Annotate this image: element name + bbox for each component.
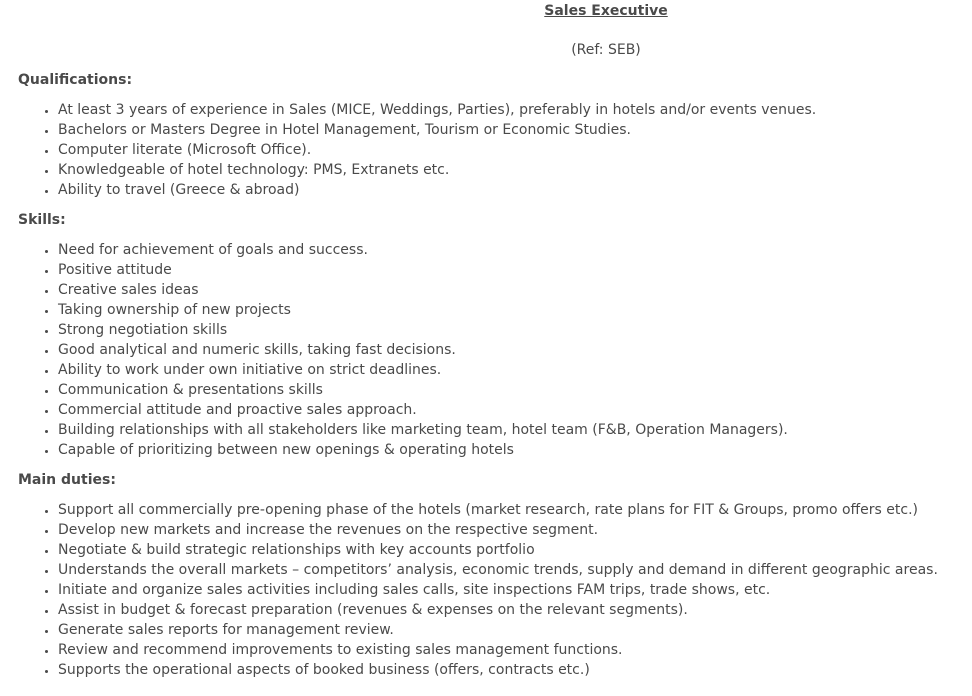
- list-item: • Assist in budget & forecast preparation (revenues & expenses on the relevant segments).: [58, 600, 938, 620]
- main-duties-list: [18, 500, 938, 680]
- qualifications-list: [18, 100, 816, 200]
- main-duties-heading: Main duties:: [18, 472, 116, 488]
- list-item: • Communication & presentations skills: [58, 380, 788, 400]
- list-item: • Knowledgeable of hotel technology: PMS, Extranets etc.: [58, 160, 816, 180]
- list-item: • Capable of prioritizing between new openings & operating hotels: [58, 440, 788, 460]
- list-item: • Creative sales ideas: [58, 280, 788, 300]
- list-item: • Ability to work under own initiative on strict deadlines.: [58, 360, 788, 380]
- list-item: • Understands the overall markets – competitors’ analysis, economic trends, supply and demand in different geographic areas.: [58, 560, 938, 580]
- list-item: • Initiate and organize sales activities including sales calls, site inspections FAM trips, trade shows, etc.: [58, 580, 938, 600]
- list-item: • Building relationships with all stakeholders like marketing team, hotel team (F&B, Operation Managers).: [58, 420, 788, 440]
- list-item: • Taking ownership of new projects: [58, 300, 788, 320]
- list-item: • Support all commercially pre-opening phase of the hotels (market research, rate plans for FIT & Groups, promo offers etc.): [58, 500, 938, 520]
- list-item: • Commercial attitude and proactive sales approach.: [58, 400, 788, 420]
- job-reference: (Ref: SEB): [571, 42, 641, 58]
- list-item: • Computer literate (Microsoft Office).: [58, 140, 816, 160]
- skills-list: [18, 240, 788, 460]
- list-item: • Bachelors or Masters Degree in Hotel Management, Tourism or Economic Studies.: [58, 120, 816, 140]
- list-item: • Review and recommend improvements to existing sales management functions.: [58, 640, 938, 660]
- list-item: • Negotiate & build strategic relationships with key accounts portfolio: [58, 540, 938, 560]
- job-title: Sales Executive: [544, 3, 668, 19]
- list-item: • Ability to travel (Greece & abroad): [58, 180, 816, 200]
- list-item: • Positive attitude: [58, 260, 788, 280]
- qualifications-heading: Qualifications:: [18, 72, 133, 88]
- list-item: • Generate sales reports for management review.: [58, 620, 938, 640]
- list-item: • Good analytical and numeric skills, taking fast decisions.: [58, 340, 788, 360]
- list-item: • Need for achievement of goals and success.: [58, 240, 788, 260]
- list-item: • At least 3 years of experience in Sales (MICE, Weddings, Parties), preferably in hotels and/or events venues.: [58, 100, 816, 120]
- list-item: • Supports the operational aspects of booked business (offers, contracts etc.): [58, 660, 938, 680]
- list-item: • Strong negotiation skills: [58, 320, 788, 340]
- skills-heading: Skills:: [18, 212, 66, 228]
- list-item: • Develop new markets and increase the revenues on the respective segment.: [58, 520, 938, 540]
